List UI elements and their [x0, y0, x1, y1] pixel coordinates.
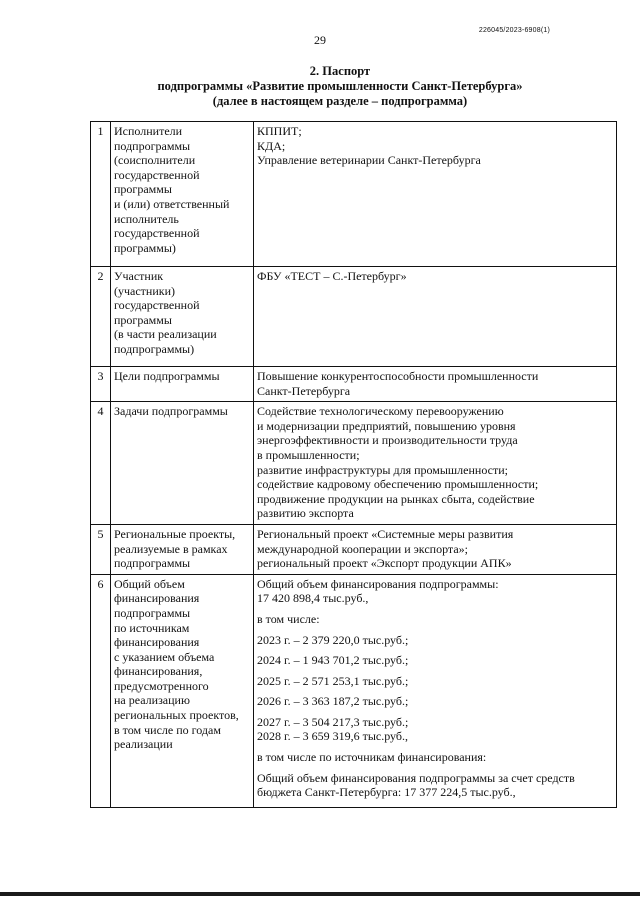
row-label: Цели подпрограммы: [111, 367, 254, 402]
row-label: Региональные проекты, реализуемые в рамках подпрограммы: [111, 524, 254, 574]
row-number: 6: [91, 574, 111, 807]
table-row: [91, 574, 617, 807]
row-value: ФБУ «ТЕСТ – С.-Петербург»: [254, 267, 617, 367]
row-label: Общий объем финансирования подпрограммы по источникам финансирования с указанием объема финансирования, предусмотренного на реализацию региональных проектов, в том числе по годам реализации: [111, 574, 254, 807]
row-number: 4: [91, 402, 111, 525]
row-value: Повышение конкурентоспособности промышленности Санкт-Петербурга: [254, 367, 617, 402]
table-row: [91, 367, 617, 402]
table-row: [91, 402, 617, 525]
heading-line-3: (далее в настоящем разделе – подпрограмма): [212, 94, 468, 108]
row-label: Задачи подпрограммы: [111, 402, 254, 525]
row-value: Общий объем финансирования подпрограммы: 17 420 898,4 тыс.руб., в том числе: 2023 г. – 2 379 220,0 тыс.руб.; 2024 г. – 1 943 701,2 тыс.руб.; 2025 г. – 2 571 253,1 тыс.руб.; 2026 г. – 3 363 187,2 тыс.руб.; 2027 г. – 3 504 217,3 тыс.руб.; 2028 г. – 3 659 319,6 тыс.руб., в том числе по источникам финансирования: Общий объем финансирования подпрограммы за счет средств бюджета Санкт-Петербурга: 17 377 224,5 тыс.руб.,: [254, 574, 617, 807]
table-row: [91, 122, 617, 267]
row-value: Содействие технологическому перевооружению и модернизации предприятий, повышению уровня энергоэффективности и производительности труда в промышленности; развитие инфраструктуры для промышленности; содействие кадровому обеспечению промышленности; продвижение продукции на рынках сбыта, содействие развитию экспорта: [254, 402, 617, 525]
page-number: 29: [314, 33, 326, 47]
passport-table: [90, 121, 617, 808]
heading-line-1: 2. Паспорт: [309, 64, 371, 78]
table-row: [91, 267, 617, 367]
row-number: 5: [91, 524, 111, 574]
row-value: Региональный проект «Системные меры развития международной кооперации и экспорта»; региональный проект «Экспорт продукции АПК»: [254, 524, 617, 574]
row-number: 2: [91, 267, 111, 367]
section-heading: [60, 64, 620, 109]
row-label: Участник (участники) государственной программы (в части реализации подпрограммы): [111, 267, 254, 367]
heading-line-2: подпрограммы «Развитие промышленности Санкт-Петербурга»: [157, 79, 523, 93]
table-row: [91, 524, 617, 574]
row-number: 3: [91, 367, 111, 402]
document-id: 226045/2023-6908(1): [478, 27, 550, 34]
scan-edge-bar: [0, 892, 640, 896]
row-label: Исполнители подпрограммы (соисполнители государственной программы и (или) ответственный исполнитель государственной программы): [111, 122, 254, 267]
row-number: 1: [91, 122, 111, 267]
row-value: КППИТ; КДА; Управление ветеринарии Санкт-Петербурга: [254, 122, 617, 267]
